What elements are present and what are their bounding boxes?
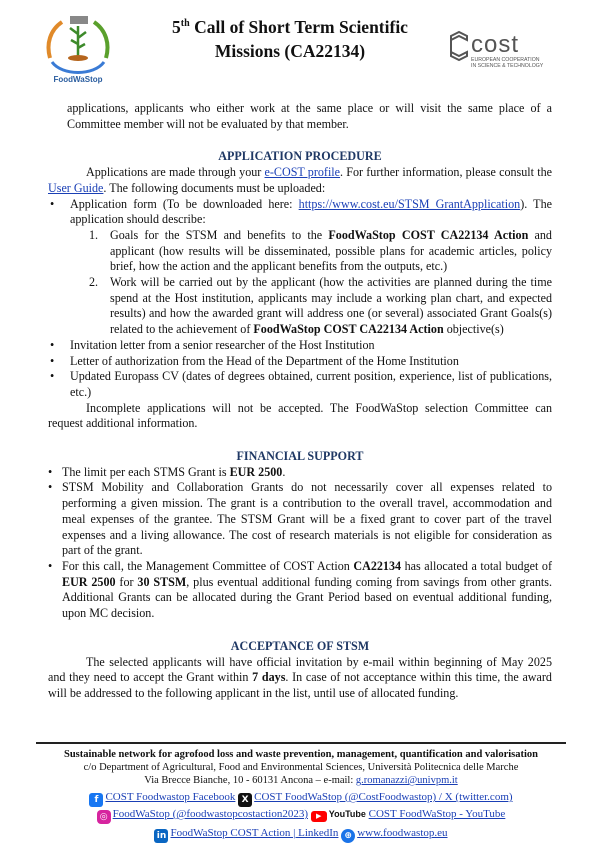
list-item: 2. Work will be carried out by the applicant (how the activities are planned during the time spend at the Host institution, applicants may include a working plan chart, and expected results) and how the awarded grant will address one (or several) associated Grant Goals(s) related to the achievement of FoodWaStop COST CA22134 Action objective(s) bbox=[89, 275, 552, 337]
required-documents-list bbox=[48, 197, 552, 401]
cost-logo bbox=[441, 30, 561, 70]
svg-text:FoodWaStop: FoodWaStop bbox=[53, 75, 103, 84]
list-item: • The limit per each STMS Grant is EUR 2500. bbox=[48, 464, 286, 479]
list-item: • Invitation letter from a senior researcher of the Host Institution bbox=[50, 337, 375, 352]
page-header bbox=[0, 0, 612, 100]
website-link[interactable]: www.foodwastop.eu bbox=[357, 827, 448, 839]
list-item: 1. Goals for the STSM and benefits to the FoodWaStop COST CA22134 Action and applicant (how results will be disseminated, possible plans for academic articles, policy brief, how the action and the applicant benefits from the outputs, etc.) bbox=[89, 227, 552, 274]
user-guide-link[interactable]: User Guide bbox=[48, 180, 104, 195]
social-row-2 bbox=[36, 807, 566, 824]
social-row-3 bbox=[36, 826, 566, 843]
x-twitter-link[interactable]: COST FoodWaStop (@CostFoodwastop) / X (twitter.com) bbox=[254, 791, 513, 803]
application-form-link[interactable]: https://www.cost.eu/STSM_GrantApplication bbox=[298, 196, 521, 211]
list-item: • Updated Europass CV (dates of degrees obtained, current position, experience, list of publications, etc.) bbox=[50, 369, 552, 399]
footer-address: Via Brecce Bianche, 10 - 60131 Ancona – e-mail: g.romanazzi@univpm.it bbox=[144, 775, 458, 786]
list-item: • Letter of authorization from the Head of the Department of the Home Institution bbox=[50, 353, 459, 368]
list-item: • STSM Mobility and Collaboration Grants do not necessarily cover all expenses related to performing a given mission. The grant is a contribution to the overall travel, accommodation and meal expenses of the grantee. The STSM Grant will be a fixed grant to cover part of the travel expenses and a living allowance. The cost of research materials is not eligible for consideration as part of the grant. bbox=[48, 480, 552, 558]
footer-network-name: Sustainable network for agrofood loss and waste prevention, management, quantification and valorisation bbox=[64, 749, 538, 760]
footer-department: c/o Department of Agricultural, Food and Environmental Sciences, Università Politecnica delle Marche bbox=[83, 762, 519, 773]
foodwastop-logo bbox=[40, 12, 116, 86]
footer-divider bbox=[36, 742, 566, 744]
social-row-1 bbox=[36, 790, 566, 807]
youtube-link[interactable]: COST FoodWaStop - YouTube bbox=[368, 808, 506, 820]
intro-continuation: applications, applicants who either work at the same place or will visit the same place of a Committee member will not be evaluated by that member. bbox=[67, 101, 552, 131]
instagram-link[interactable]: FoodWaStop (@foodwastopcostaction2023) bbox=[112, 808, 308, 820]
page-footer bbox=[36, 748, 566, 787]
facebook-icon: f bbox=[89, 793, 103, 807]
application-procedure-intro: Applications are made through your e-COST profile. For further information, please consult the User Guide. The following documents must be uploaded: bbox=[48, 165, 552, 195]
document-body bbox=[48, 101, 552, 702]
page-title: 5th Call of Short Term Scientific Missions (CA22134) bbox=[172, 17, 408, 61]
footer-email-link[interactable]: g.romanazzi@univpm.it bbox=[355, 775, 458, 786]
linkedin-icon: in bbox=[154, 829, 168, 843]
application-closing: Incomplete applications will not be accepted. The FoodWaStop selection Committee can request additional information. bbox=[48, 400, 552, 431]
svg-text:EUROPEAN COOPERATION: EUROPEAN COOPERATION bbox=[471, 57, 540, 63]
application-description-list bbox=[48, 228, 552, 338]
ecost-profile-link[interactable]: e-COST profile bbox=[264, 165, 341, 180]
globe-icon: ⊕ bbox=[341, 829, 355, 843]
list-item: • For this call, the Management Committee of COST Action CA22134 has allocated a total budget of EUR 2500 for 30 STSM, plus eventual additional funding coming from savings from other grants. Additional Grants can be allocated during the Grant Period based on eventual additional funding, upon MC decision. bbox=[48, 558, 552, 621]
acceptance-paragraph: The selected applicants will have official invitation by e-mail within beginning of May 2025 and they need to accept the Grant within 7 days. In case of not acceptance within this time, the award will be addressed to the following applicant in the list, until use of allocated funding. bbox=[48, 654, 552, 700]
heading-application-procedure: APPLICATION PROCEDURE bbox=[218, 149, 382, 164]
financial-support-list bbox=[48, 465, 552, 622]
svg-text:IN SCIENCE & TECHNOLOGY: IN SCIENCE & TECHNOLOGY bbox=[471, 63, 544, 69]
heading-financial-support: FINANCIAL SUPPORT bbox=[236, 449, 364, 464]
youtube-logo-text: YouTube bbox=[328, 809, 366, 819]
heading-acceptance: ACCEPTANCE OF STSM bbox=[230, 638, 370, 653]
facebook-link[interactable]: COST Foodwastop Facebook bbox=[105, 791, 236, 803]
svg-text:cost: cost bbox=[471, 31, 520, 58]
linkedin-link[interactable]: FoodWaStop COST Action | LinkedIn bbox=[170, 827, 339, 839]
youtube-icon: ▶ bbox=[311, 811, 327, 822]
list-item: • Application form (To be downloaded here: https://www.cost.eu/STSM_GrantApplication). The application should describe: 1. Goals for the STSM and benefits to the FoodWaStop COST CA22134 Action and applicant (how results will be disseminated, possible plans for academic articles, policy brief, how the action and the applicant benefits from the outputs, etc.) 2. Work will be carried out by the applicant (how the activities are planned during the time spend at the Host institution, applicants may include a working plan chart, and expected results) and how the awarded grant will address one (or several) associated Grant Goals(s) related to the achievement of FoodWaStop COST CA22134 Action objective(s) bbox=[50, 196, 552, 337]
instagram-icon: ◎ bbox=[97, 810, 111, 824]
x-icon: X bbox=[238, 793, 252, 807]
